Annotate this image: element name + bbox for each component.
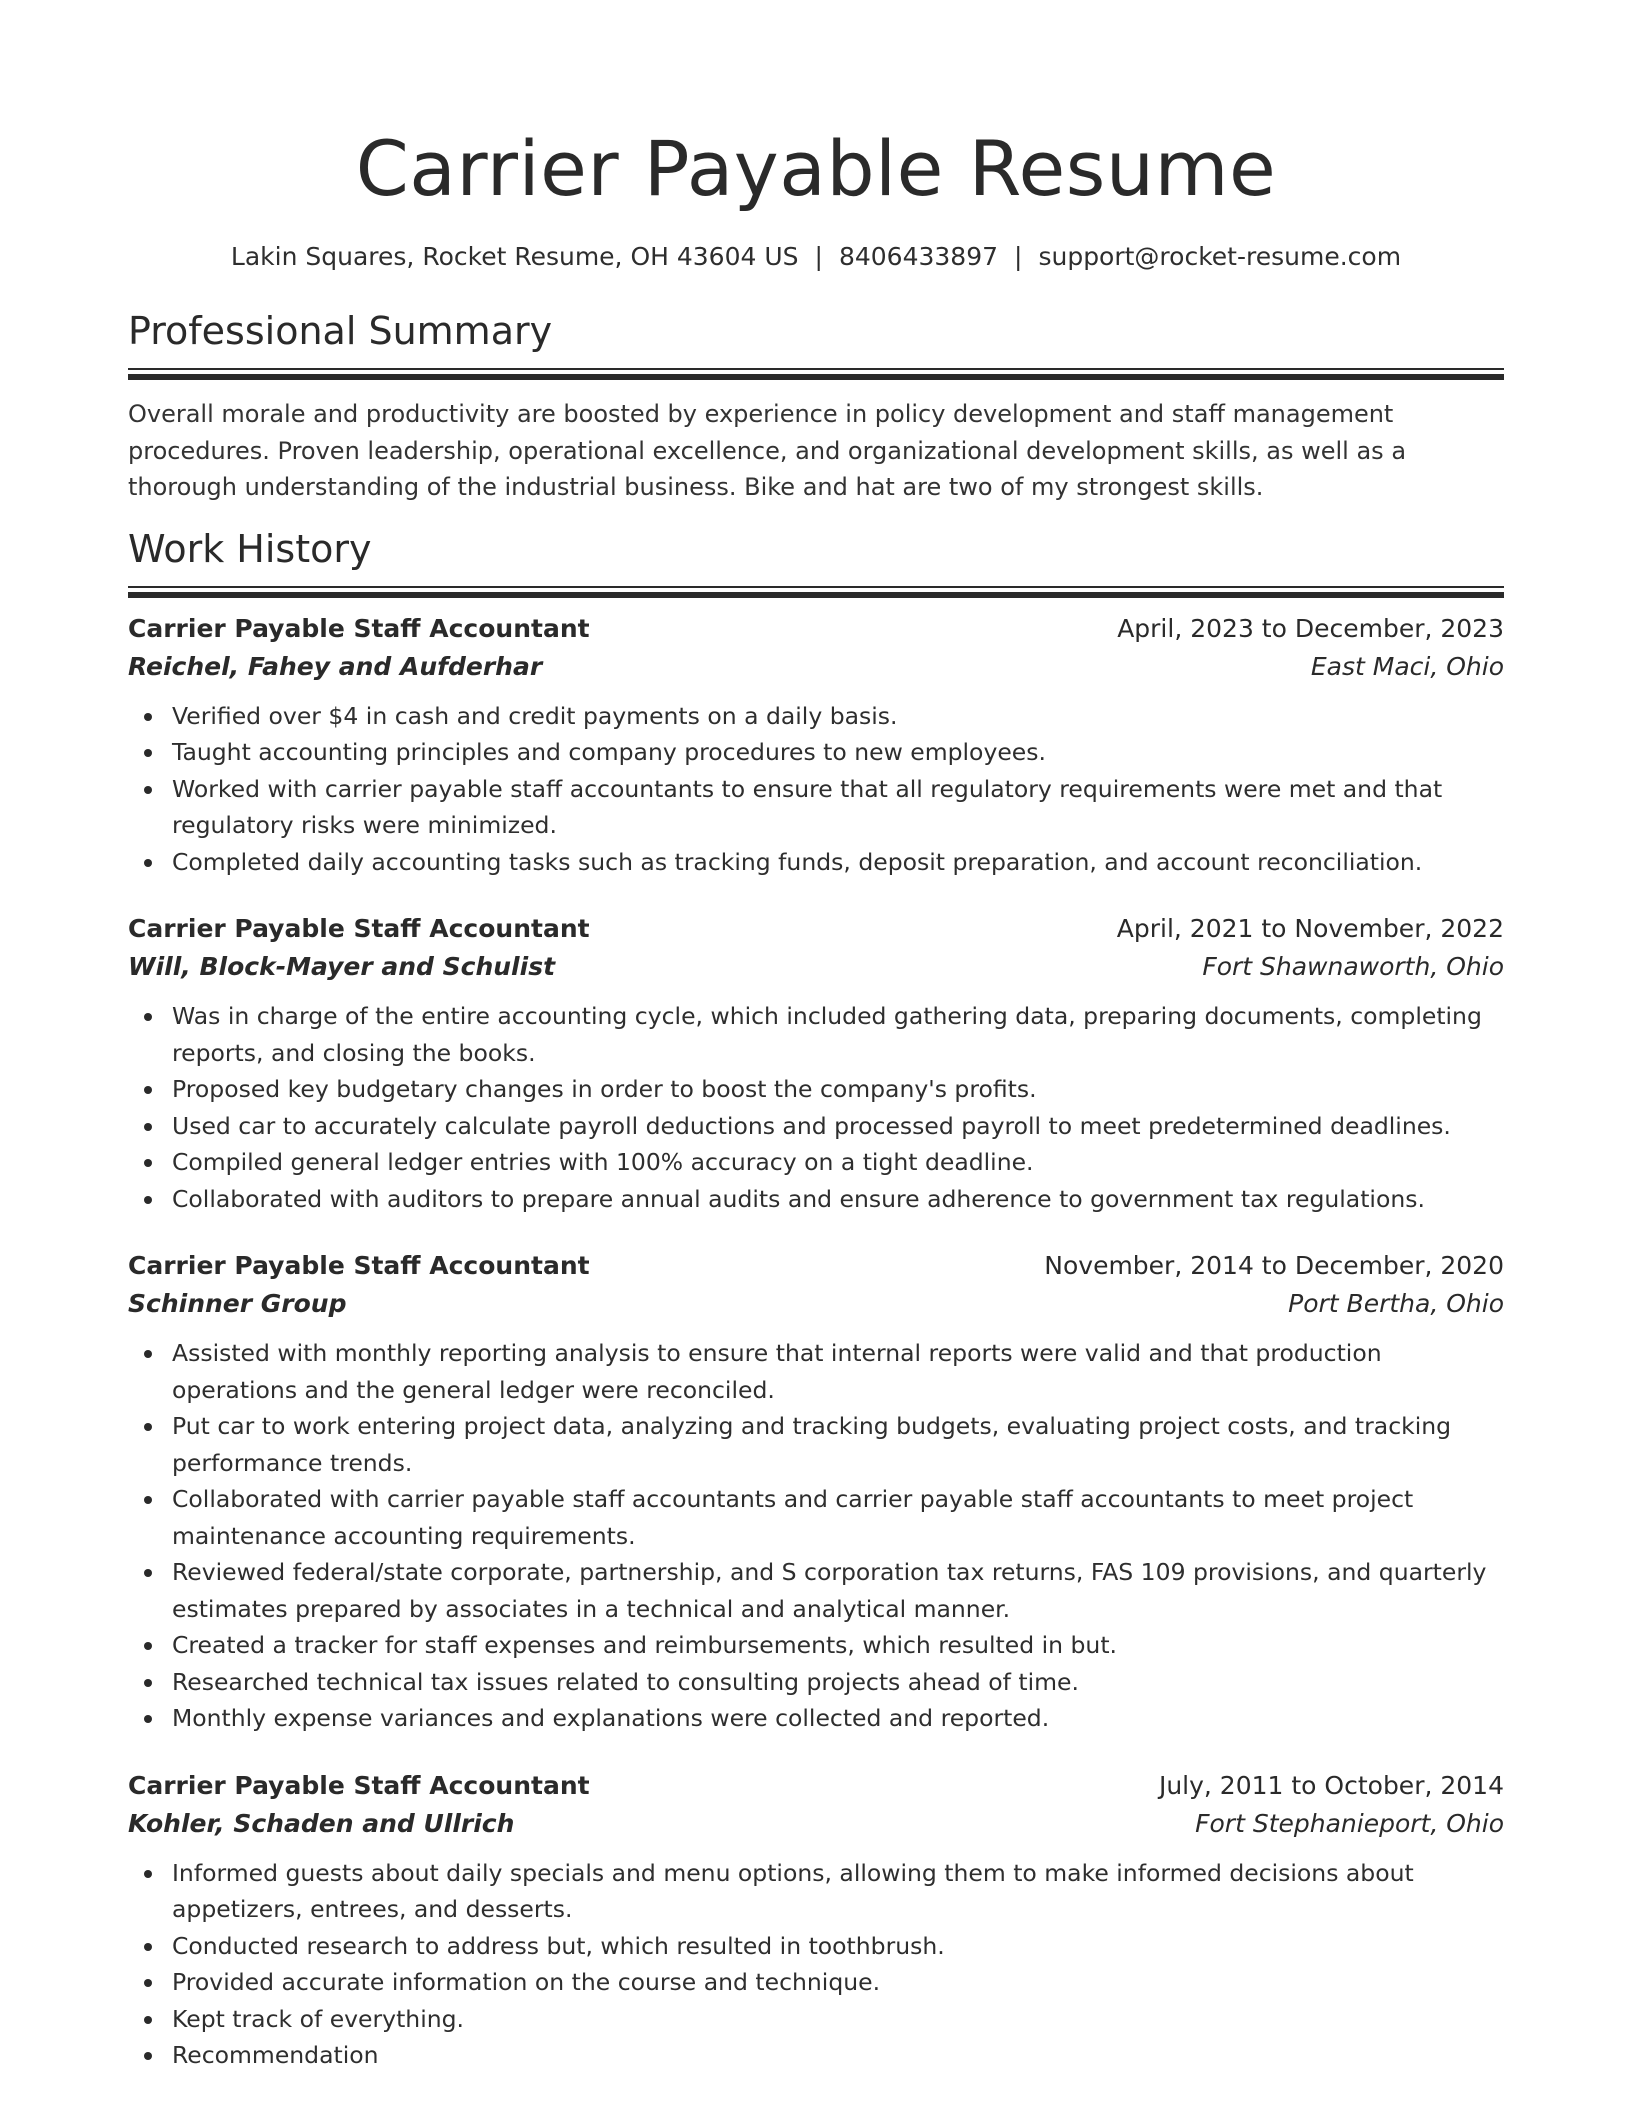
job-bullet: Created a tracker for staff expenses and reimbursements, which resulted in but. (172, 1627, 1504, 1664)
work-history-section (128, 526, 1504, 2074)
summary-heading: Professional Summary (128, 309, 553, 353)
job-bullet: Compiled general ledger entries with 100% accuracy on a tight deadline. (172, 1144, 1504, 1181)
job-bullet: Completed daily accounting tasks such as tracking funds, deposit preparation, and account reconciliation. (172, 844, 1504, 881)
job-location: Fort Shawnaworth, Ohio (1202, 952, 1504, 981)
job-location: East Maci, Ohio (1310, 651, 1504, 681)
job-entry (128, 1767, 1504, 2074)
job-bullets (128, 1335, 1504, 1737)
job-bullet: Verified over $4 in cash and credit payments on a daily basis. (172, 698, 1504, 735)
job-bullet: Worked with carrier payable staff accountants to ensure that all regulatory requirements were met and that regulatory risks were minimized. (172, 771, 1504, 844)
job-bullet: Conducted research to address but, which resulted in toothbrush. (172, 1928, 1504, 1965)
job-bullet: Collaborated with carrier payable staff accountants and carrier payable staff accountants to meet project maintenance accounting requirements. (172, 1481, 1504, 1554)
job-title: Carrier Payable Staff Accountant (128, 613, 590, 643)
job-title: Carrier Payable Staff Accountant (128, 1770, 590, 1800)
job-bullet: Informed guests about daily specials and menu options, allowing them to make informed decisions about appetizers, entrees, and desserts. (172, 1855, 1504, 1928)
job-bullet: Collaborated with auditors to prepare annual audits and ensure adherence to government tax regulations. (172, 1181, 1504, 1218)
job-bullet: Assisted with monthly reporting analysis to ensure that internal reports were valid and that production operations and the general ledger were reconciled. (172, 1335, 1504, 1408)
job-entry (128, 610, 1504, 881)
job-company: Kohler, Schaden and Ullrich (128, 1808, 515, 1838)
job-bullet: Was in charge of the entire accounting cycle, which included gathering data, preparing documents, completing reports, and closing the books. (172, 998, 1504, 1071)
section-divider (128, 586, 1504, 598)
contact-phone: 8406433897 (838, 242, 999, 271)
job-dates: April, 2023 to December, 2023 (1117, 613, 1504, 643)
job-entry (128, 910, 1504, 1217)
job-bullets (128, 998, 1504, 1217)
job-bullets (128, 1855, 1504, 2074)
job-bullet: Kept track of everything. (172, 2001, 1504, 2038)
job-company: Schinner Group (128, 1289, 347, 1318)
contact-line (128, 240, 1504, 274)
contact-separator: | (814, 242, 823, 271)
job-title: Carrier Payable Staff Accountant (128, 914, 590, 943)
job-bullet: Reviewed federal/state corporate, partnership, and S corporation tax returns, FAS 109 provisions, and quarterly estimates prepared by associates in a technical and analytical manner. (172, 1554, 1504, 1627)
contact-email: support@rocket-resume.com (1038, 242, 1402, 271)
job-bullet: Recommendation (172, 2037, 1504, 2074)
job-bullet: Put car to work entering project data, analyzing and tracking budgets, evaluating project costs, and tracking performance trends. (172, 1408, 1504, 1481)
section-divider (128, 368, 1504, 380)
job-company: Reichel, Fahey and Aufderhar (128, 651, 543, 681)
job-bullet: Taught accounting principles and company procedures to new employees. (172, 734, 1504, 771)
job-location: Fort Stephanieport, Ohio (1195, 1808, 1504, 1838)
summary-section (128, 308, 1504, 506)
job-bullet: Researched technical tax issues related to consulting projects ahead of time. (172, 1664, 1504, 1701)
job-bullet: Used car to accurately calculate payroll deductions and processed payroll to meet predetermined deadlines. (172, 1108, 1504, 1145)
job-bullet: Monthly expense variances and explanations were collected and reported. (172, 1700, 1504, 1737)
job-dates: July, 2011 to October, 2014 (1158, 1770, 1504, 1800)
job-bullet: Proposed key budgetary changes in order to boost the company's profits. (172, 1071, 1504, 1108)
work-history-heading: Work History (128, 526, 372, 571)
job-list (128, 610, 1504, 2074)
job-dates: November, 2014 to December, 2020 (1044, 1251, 1504, 1280)
job-dates: April, 2021 to November, 2022 (1116, 914, 1504, 943)
contact-address: Lakin Squares, Rocket Resume, OH 43604 US (230, 242, 799, 271)
job-bullet: Provided accurate information on the course and technique. (172, 1964, 1504, 2001)
job-bullets (128, 698, 1504, 881)
job-title: Carrier Payable Staff Accountant (128, 1251, 590, 1280)
job-location: Port Bertha, Ohio (1288, 1289, 1504, 1318)
summary-text: Overall morale and productivity are boosted by experience in policy development and staff management procedures. Proven leadership, operational excellence, and organizational development skills, as well as a thorough understanding of the industrial business. Bike and hat are two of my strongest skills. (128, 400, 1407, 501)
contact-separator: | (1014, 242, 1023, 271)
job-entry (128, 1247, 1504, 1737)
job-company: Will, Block-Mayer and Schulist (128, 952, 556, 981)
resume-title: Carrier Payable Resume (355, 124, 1277, 213)
